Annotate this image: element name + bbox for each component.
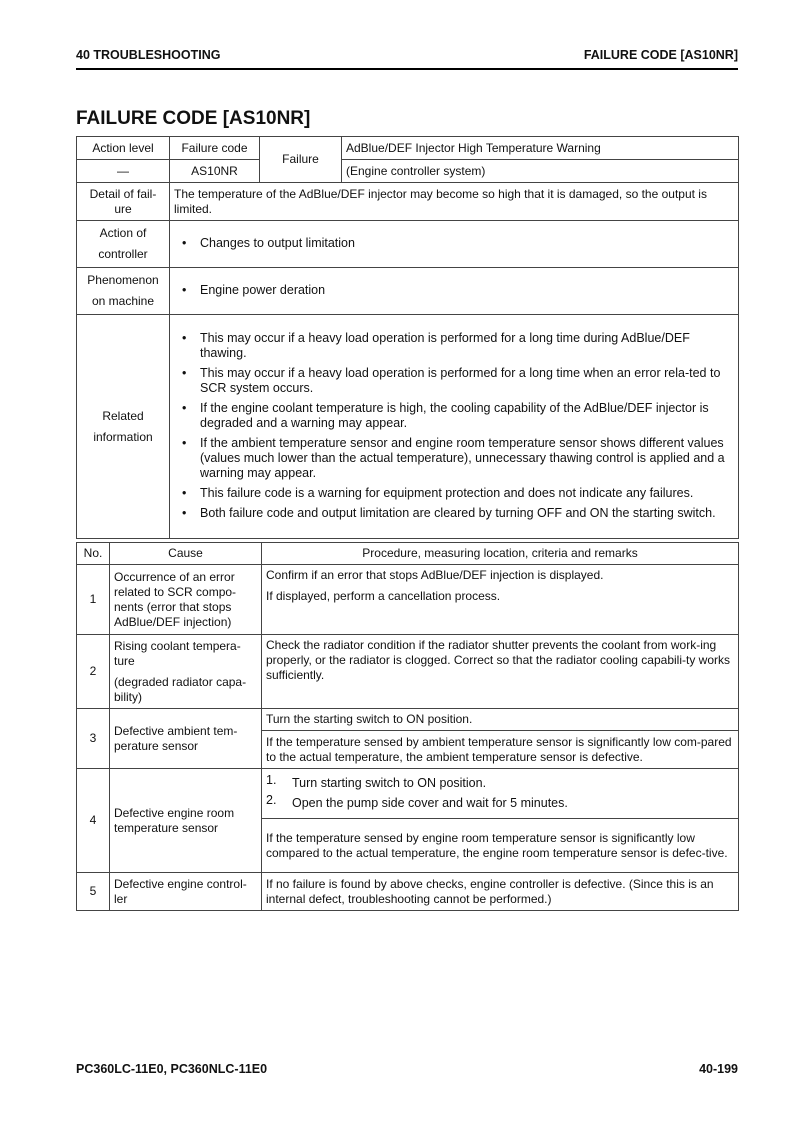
procedure-step bbox=[266, 793, 734, 811]
related-item: • This failure code is a warning for equipment protection and does not indicate any failures. bbox=[174, 486, 734, 501]
related-information-label bbox=[77, 315, 170, 539]
action-level-value: — bbox=[77, 160, 170, 183]
procedure-text: Check the radiator condition if the radiator shutter prevents the coolant from work-ing properly, or the radiator is clogged. Correct so that the radiator cooling capabili-ty works sufficiently. bbox=[262, 635, 739, 709]
table-row bbox=[77, 873, 739, 911]
related-label-line2: information bbox=[93, 429, 153, 444]
step-text: Turn starting switch to ON position. bbox=[292, 776, 487, 790]
action-of-controller-label bbox=[77, 221, 170, 268]
step-text: Open the pump side cover and wait for 5 minutes. bbox=[292, 796, 568, 810]
phenomenon-label-line1: Phenomenon bbox=[87, 273, 159, 287]
failure-system: (Engine controller system) bbox=[342, 160, 739, 183]
model-name: PC360LC-11E0, PC360NLC-11E0 bbox=[76, 1062, 268, 1076]
cause-text: Defective ambient tem-perature sensor bbox=[110, 709, 262, 769]
related-information-cell bbox=[170, 315, 739, 539]
procedure-text: Confirm if an error that stops AdBlue/DEF injection is displayed. bbox=[266, 568, 604, 582]
related-item: • If the engine coolant temperature is high, the cooling capability of the AdBlue/DEF injector is degraded and a warning may appear. bbox=[174, 401, 734, 431]
action-label-line2: controller bbox=[98, 247, 148, 261]
cause-text: Rising coolant tempera-ture bbox=[114, 638, 241, 668]
row-number: 3 bbox=[77, 709, 110, 769]
col-header-procedure: Procedure, measuring location, criteria and remarks bbox=[262, 543, 739, 565]
action-label-line1: Action of bbox=[99, 226, 147, 240]
procedure-text: If no failure is found by above checks, engine controller is defective. (Since this is an internal defect, troubleshooting cannot be performed.) bbox=[262, 873, 739, 911]
phenomenon-label-line2: on machine bbox=[91, 294, 155, 308]
failure-summary-table bbox=[76, 136, 739, 539]
step-number: 2. bbox=[266, 793, 277, 807]
action-of-controller-cell bbox=[170, 221, 739, 268]
failure-code-label: Failure code bbox=[170, 137, 260, 160]
cause-text: (degraded radiator capa-bility) bbox=[114, 674, 247, 704]
failure-name: AdBlue/DEF Injector High Temperature Warning bbox=[342, 137, 739, 160]
row-number: 2 bbox=[77, 635, 110, 709]
related-item: • Both failure code and output limitation are cleared by turning OFF and ON the starting switch. bbox=[174, 506, 734, 521]
table-row bbox=[77, 635, 739, 709]
phenomenon-item: • Engine power deration bbox=[174, 283, 734, 298]
related-item: • This may occur if a heavy load operation is performed for a long time when an error rela-ted to SCR system occurs. bbox=[174, 366, 734, 396]
table-row bbox=[77, 565, 739, 635]
procedure-steps-cell bbox=[262, 769, 739, 819]
table-row bbox=[77, 769, 739, 819]
page-number: 40-199 bbox=[699, 1062, 738, 1076]
action-item: • Changes to output limitation bbox=[174, 236, 734, 251]
step-number: 1. bbox=[266, 773, 277, 787]
procedure-text: If displayed, perform a cancellation process. bbox=[266, 589, 501, 603]
detail-label-text: Detail of fail-ure bbox=[89, 186, 157, 216]
row-number: 1 bbox=[77, 565, 110, 635]
col-header-no: No. bbox=[77, 543, 110, 565]
header-failure-code: FAILURE CODE [AS10NR] bbox=[583, 48, 738, 62]
action-level-label: Action level bbox=[77, 137, 170, 160]
page-header bbox=[76, 48, 738, 68]
row-number: 4 bbox=[77, 769, 110, 873]
col-header-cause: Cause bbox=[110, 543, 262, 565]
related-item: • This may occur if a heavy load operation is performed for a long time during AdBlue/DEF thawing. bbox=[174, 331, 734, 361]
failure-label: Failure bbox=[260, 137, 342, 183]
cause-table bbox=[76, 542, 739, 911]
procedure-text: If the temperature sensed by engine room temperature sensor is significantly low compared to the actual temperature, the engine room temperature sensor is defec-tive. bbox=[262, 819, 739, 873]
procedure-step bbox=[266, 773, 734, 791]
failure-code-value: AS10NR bbox=[170, 160, 260, 183]
header-rule bbox=[76, 68, 738, 70]
detail-text: The temperature of the AdBlue/DEF injector may become so high that it is damaged, so the output is limited. bbox=[170, 183, 739, 221]
cause-text: Occurrence of an error related to SCR compo-nents (error that stops AdBlue/DEF injection) bbox=[110, 565, 262, 635]
procedure-text: Turn the starting switch to ON position. bbox=[262, 709, 739, 731]
cause-text: Defective engine control-ler bbox=[110, 873, 262, 911]
phenomenon-cell bbox=[170, 268, 739, 315]
cause-cell bbox=[110, 635, 262, 709]
table-row bbox=[77, 709, 739, 731]
page-title: FAILURE CODE [AS10NR] bbox=[76, 108, 311, 129]
section-title: 40 TROUBLESHOOTING bbox=[76, 48, 221, 62]
related-label-line1: Related bbox=[102, 408, 144, 423]
row-number: 5 bbox=[77, 873, 110, 911]
phenomenon-label bbox=[77, 268, 170, 315]
detail-label bbox=[77, 183, 170, 221]
procedure-cell bbox=[262, 565, 739, 635]
cause-text: Defective engine room temperature sensor bbox=[110, 769, 262, 873]
procedure-text: If the temperature sensed by ambient temperature sensor is significantly low com-pared to the actual temperature, the ambient temperature sensor is defective. bbox=[262, 731, 739, 769]
related-item: • If the ambient temperature sensor and engine room temperature sensor shows different values (values much lower than the actual temperature), unnecessary thawing control is applied and a warning may appear. bbox=[174, 436, 734, 481]
